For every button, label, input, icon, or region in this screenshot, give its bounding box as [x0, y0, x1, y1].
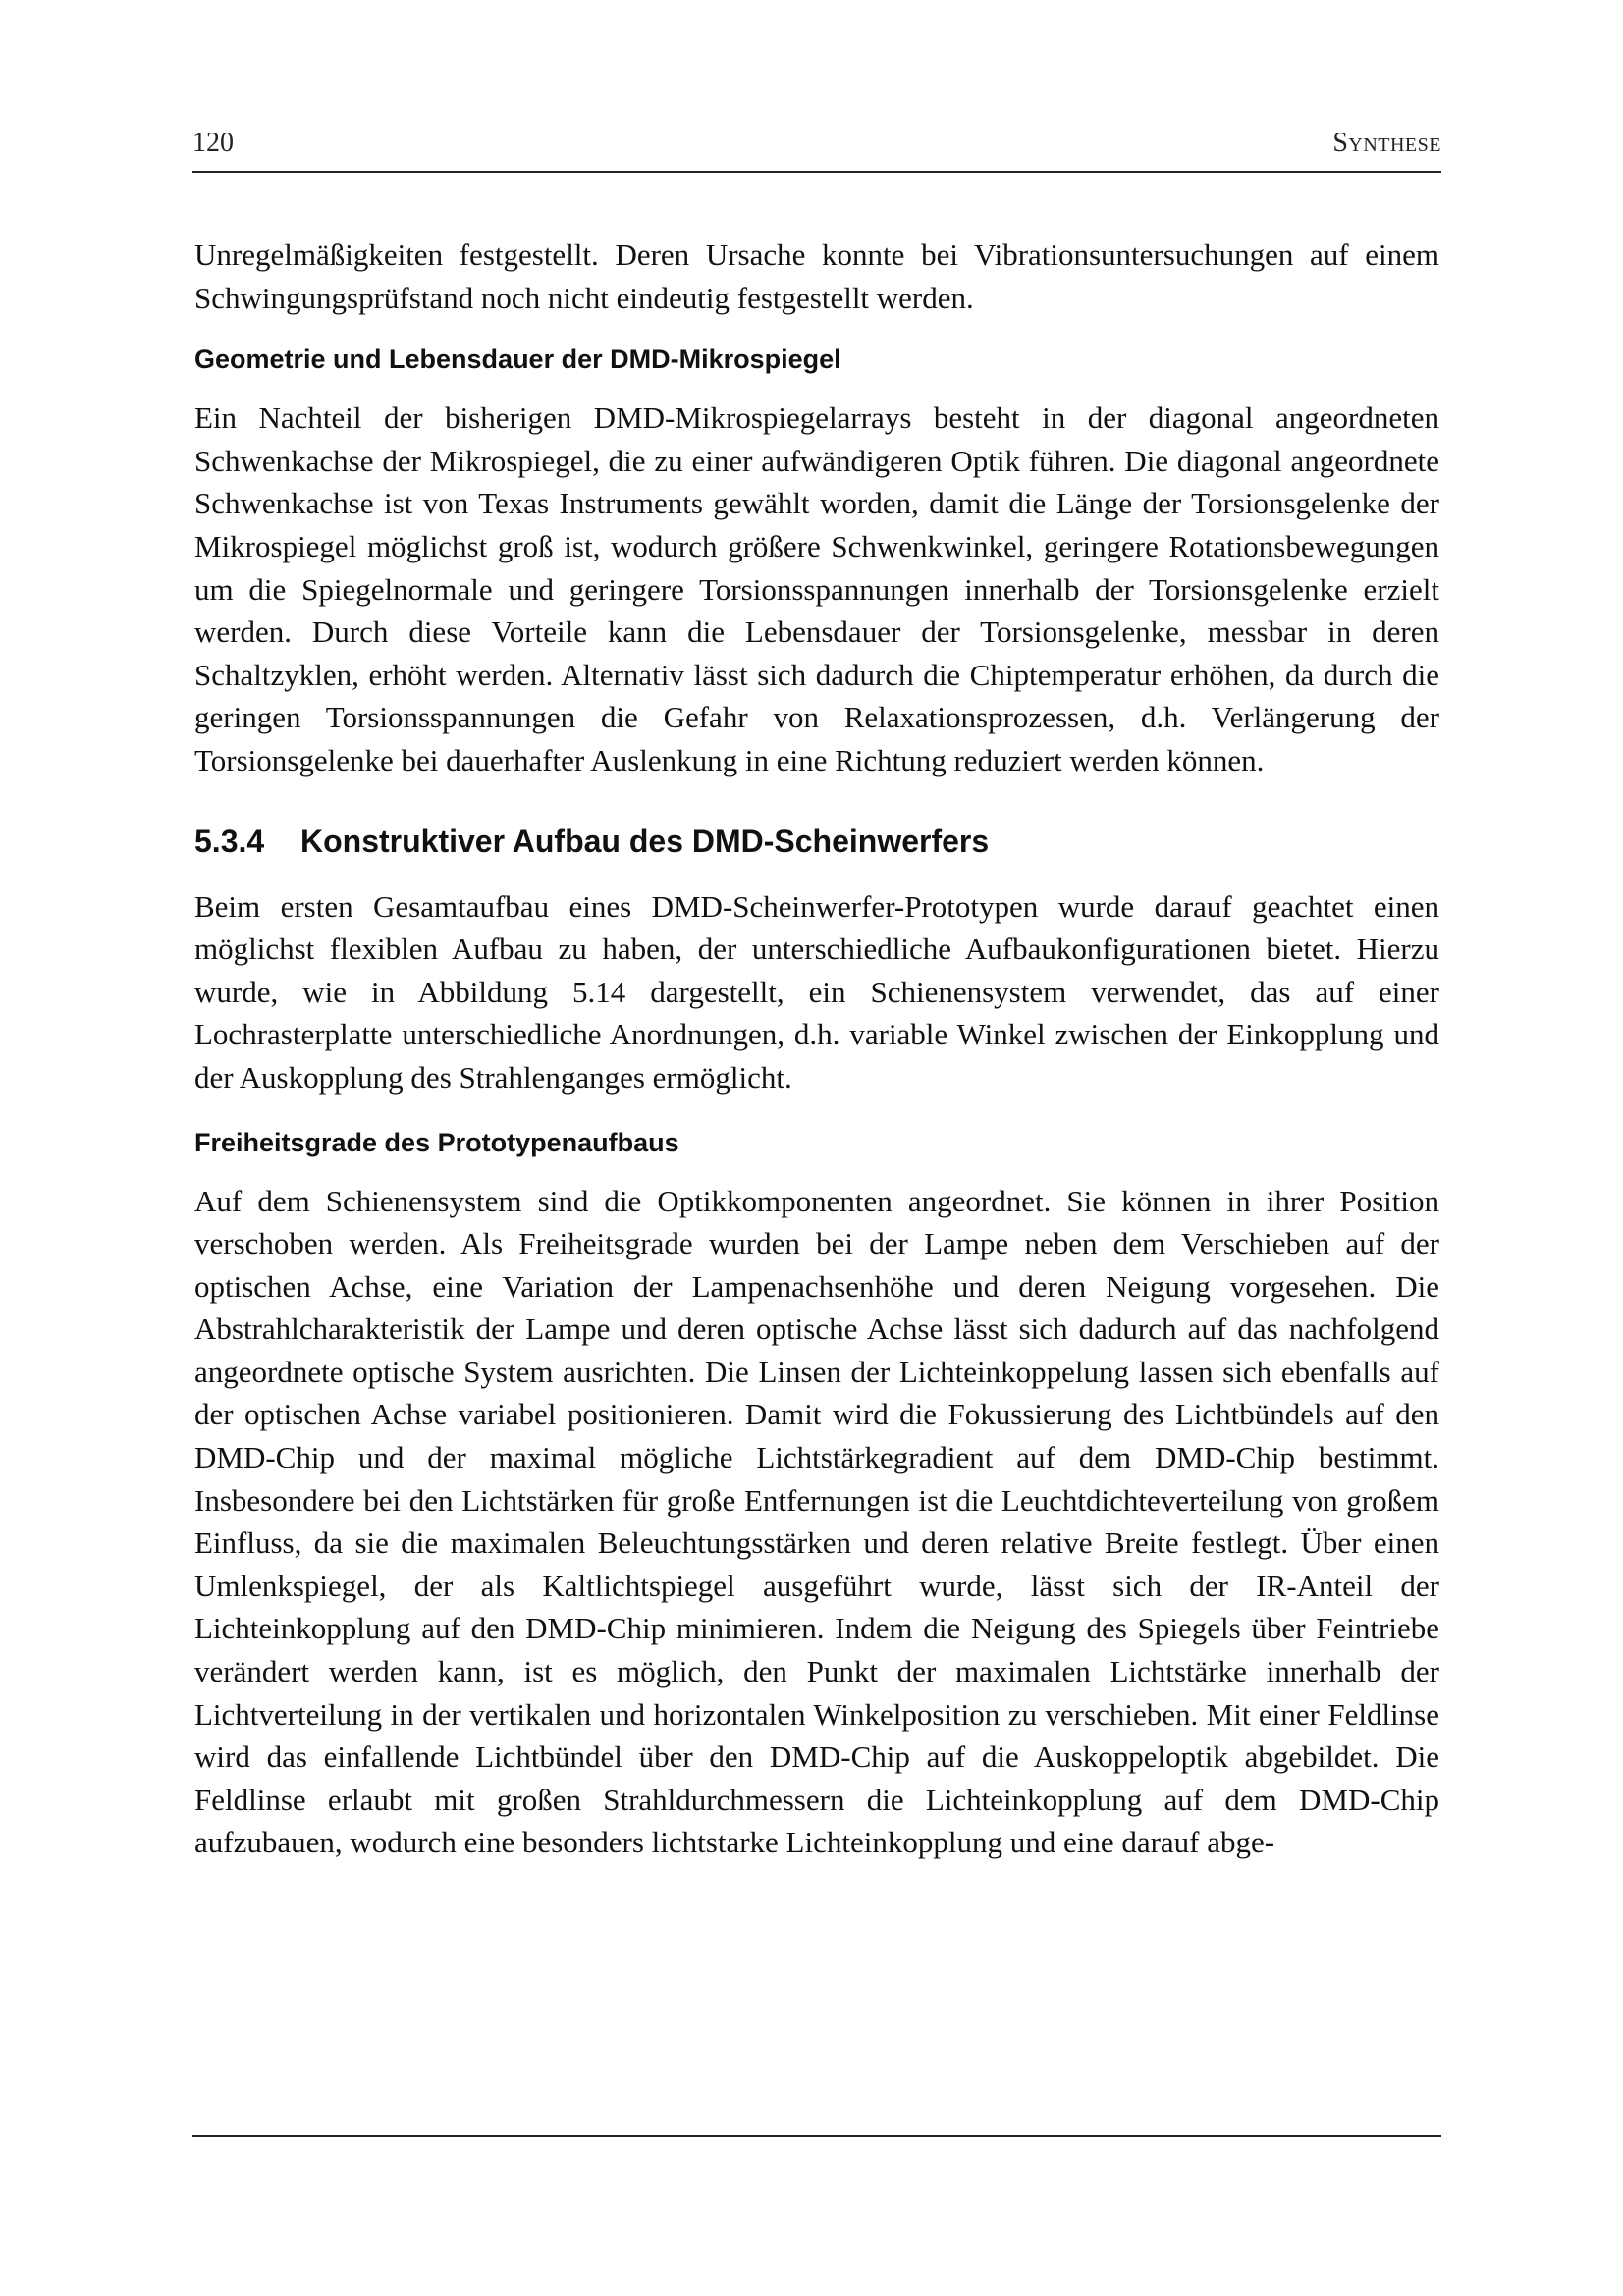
paragraph-freiheitsgrade: Auf dem Schienensystem sind die Optikkomponenten angeordnet. Sie können in ihrer Position verschoben werden. Als Freiheitsgrade wurden bei der Lampe neben dem Verschieben auf der optischen Achse, eine Variation der Lampenachsenhöhe und deren Neigung vorgesehen. Die Abstrahlcharakteristik der Lampe und deren optische Achse lässt sich dadurch auf das nachfolgend angeordnete optische System ausrichten. Die Linsen der Lichteinkoppelung lassen sich ebenfalls auf der optischen Achse variabel positionieren. Damit wird die Fokussierung des Lichtbündels auf den DMD-Chip und der maximal mögliche Lichtstärkegradient auf dem DMD-Chip bestimmt. Insbesondere bei den Lichtstärken für große Entfernungen ist die Leuchtdichteverteilung von großem Einfluss, da sie die maximalen Beleuchtungsstärken und deren relative Breite festlegt. Über einen Umlenkspiegel, der als Kaltlichtspiegel ausgeführt wurde, lässt sich der IR-Anteil der Lichteinkopplung auf den DMD-Chip minimieren. Indem die Neigung des Spiegels über Feintriebe verändert werden kann, ist es möglich, den Punkt der maximalen Lichtstärke innerhalb der Lichtverteilung in der vertikalen und horizontalen Winkelposition zu verschieben. Mit einer Feldlinse wird das einfallende Lichtbündel über den DMD-Chip auf die Auskoppeloptik abgebildet. Die Feldlinse erlaubt mit großen Strahldurchmessern die Lichteinkopplung auf dem DMD-Chip aufzubauen, wodurch eine besonders lichtstarke Lichteinkopplung und eine darauf abge-	[194, 1183, 1439, 1860]
running-title: Synthese	[1332, 128, 1441, 158]
page-body	[194, 234, 1439, 1864]
subheading-geometrie: Geometrie und Lebensdauer der DMD-Mikrospiegel	[194, 345, 841, 375]
subheading-freiheitsgrade: Freiheitsgrade des Prototypenaufbaus	[194, 1127, 679, 1157]
footer-rule	[192, 2135, 1441, 2137]
page-number: 120	[192, 128, 234, 158]
section-number: 5.3.4	[194, 823, 265, 859]
paragraph-aufbau: Beim ersten Gesamtaufbau eines DMD-Scheinwerfer-Prototypen wurde darauf geachtet einen möglichst flexiblen Aufbau zu haben, der unterschiedliche Aufbaukonfigurationen bietet. Hierzu wurde, wie in Abbildung 5.14 dargestellt, ein Schienensystem verwendet, das auf einer Lochrasterplatte unterschiedliche Anordnungen, d.h. variable Winkel zwischen der Einkopplung und der Auskopplung des Strahlenganges ermöglicht.	[194, 888, 1439, 1095]
section-heading	[194, 822, 1439, 861]
intro-paragraph: Unregelmäßigkeiten festgestellt. Deren Ursache konnte bei Vibrationsuntersuchungen auf einem Schwingungsprüfstand noch nicht eindeutig festgestellt werden.	[194, 238, 1439, 315]
header-rule	[192, 171, 1441, 173]
page-header	[192, 128, 1441, 167]
paragraph-geometrie: Ein Nachteil der bisherigen DMD-Mikrospiegelarrays besteht in der diagonal angeordneten Schwenkachse der Mikrospiegel, die zu einer aufwändigeren Optik führen. Die diagonal angeordnete Schwenkachse ist von Texas Instruments gewählt worden, damit die Länge der Torsionsgelenke der Mikrospiegel möglichst groß ist, wodurch größere Schwenkwinkel, geringere Rotationsbewegungen um die Spiegelnormale und geringere Torsionsspannungen innerhalb der Torsionsgelenke erzielt werden. Durch diese Vorteile kann die Lebensdauer der Torsionsgelenke, messbar in deren Schaltzyklen, erhöht werden. Alternativ lässt sich dadurch die Chiptemperatur erhöhen, da durch die geringen Torsionsspannungen die Gefahr von Relaxationsprozessen, d.h. Verlängerung der Torsionsgelenke bei dauerhafter Auslenkung in eine Richtung reduziert werden können.	[194, 400, 1439, 777]
section-title: Konstruktiver Aufbau des DMD-Scheinwerfers	[300, 823, 990, 859]
